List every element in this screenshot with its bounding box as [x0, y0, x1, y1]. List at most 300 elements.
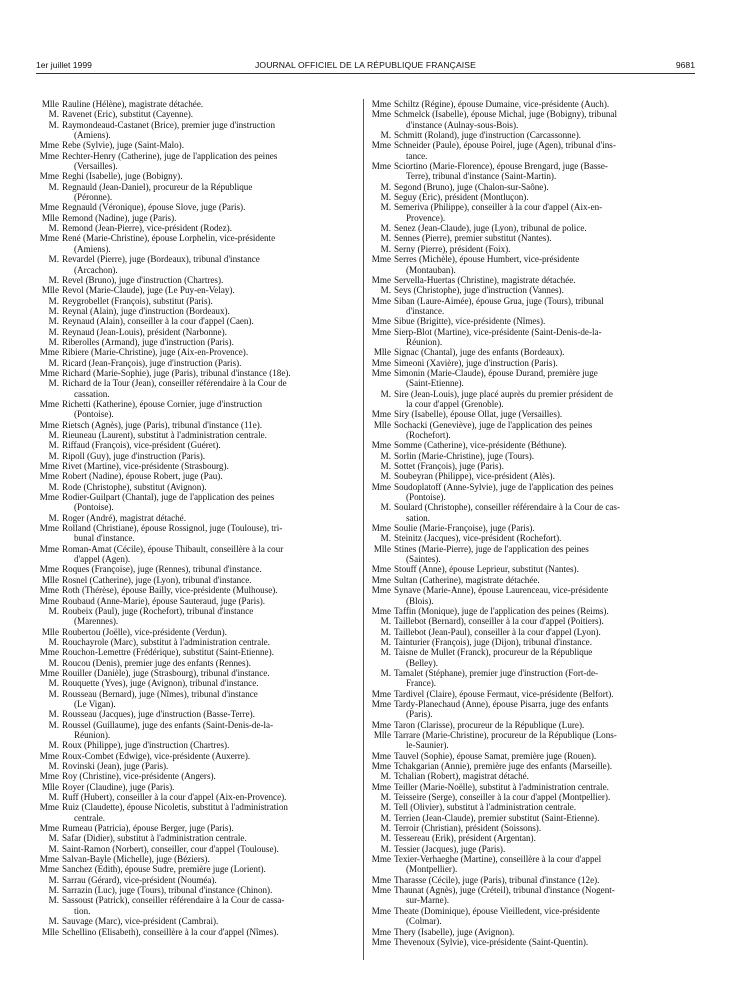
list-entry: [37, 585, 360, 595]
list-entry: [37, 109, 360, 119]
list-entry: [37, 823, 360, 833]
entry-line: Regnauld (Véronique), épouse Slove, juge (Paris).: [62, 202, 246, 213]
entry-title: M.: [380, 626, 391, 637]
entry-text: [394, 730, 692, 751]
entry-text: [62, 678, 360, 688]
list-entry: [369, 523, 692, 533]
entry-line: Sire (Jean-Louis), juge placé auprès du premier président de: [394, 388, 613, 399]
list-entry: [37, 678, 360, 688]
entry-text: [62, 430, 360, 440]
entry-line: Rouchon-Lemettre (Frédérique), substitut (Saint-Etienne).: [62, 647, 274, 658]
entry-text: [62, 575, 360, 585]
entry-text: [62, 202, 360, 212]
list-entry: [37, 306, 360, 316]
entry-title: M.: [48, 709, 59, 720]
entry-text: [62, 347, 360, 357]
entry-title: Mme: [39, 595, 59, 606]
entry-text: [394, 130, 692, 140]
list-entry: [37, 440, 360, 450]
entry-title: M.: [48, 833, 59, 844]
entry-line: Sauvage (Marc), vice-président (Cambrai).: [62, 916, 219, 927]
entry-title: M.: [48, 109, 59, 120]
list-entry: [37, 451, 360, 461]
entry-line: Rovinski (Jean), juge (Paris).: [62, 761, 169, 771]
list-entry: [37, 637, 360, 647]
list-entry: [369, 368, 692, 389]
entry-title: M.: [48, 688, 59, 699]
entry-text: [62, 564, 360, 574]
entry-line: Revel (Bruno), juge d'instruction (Chartres).: [62, 274, 224, 285]
list-entry: [37, 802, 360, 823]
list-entry: [37, 296, 360, 306]
entry-text: [394, 440, 692, 450]
entry-text: [62, 885, 360, 895]
entry-line: Richetti (Katherine), épouse Cornier, juge d'instruction: [62, 398, 263, 409]
entry-title: Mme: [371, 574, 391, 585]
entry-line: Tell (Olivier), substitut à l'administration centrale.: [394, 802, 577, 813]
entry-title: M.: [48, 430, 59, 440]
list-entry: [37, 213, 360, 223]
list-entry: [37, 689, 360, 710]
entry-continuation: France).: [406, 678, 437, 689]
entry-title: Mme: [39, 367, 59, 378]
entry-text: [62, 451, 360, 461]
list-entry: [369, 254, 692, 275]
entry-continuation: la cour d'appel (Grenoble).: [406, 398, 504, 409]
entry-text: [62, 233, 360, 254]
entry-text: [62, 254, 360, 275]
entry-line: Rousseau (Jacques), juge d'instruction (Basse-Terre).: [62, 709, 255, 720]
entry-title: Mme: [39, 461, 59, 472]
entry-continuation: tion.: [74, 905, 91, 916]
entry-title: Mme: [39, 140, 59, 151]
entry-text: [394, 689, 692, 699]
list-entry: [369, 854, 692, 875]
entry-line: Tauvel (Sophie), épouse Samat, première juge (Rouen).: [394, 750, 597, 761]
entry-line: Sochacki (Geneviève), juge de l'application des peines: [394, 419, 593, 430]
entry-text: [394, 771, 692, 781]
entry-title: M.: [380, 233, 391, 244]
entry-title: Mme: [371, 564, 391, 575]
entry-continuation: Provence).: [406, 212, 446, 223]
entry-title: Mme: [39, 802, 59, 813]
entry-line: Rietsch (Agnès), juge (Paris), tribunal d'instance (11e).: [62, 419, 263, 430]
entry-text: [62, 378, 360, 399]
entry-title: Mme: [39, 419, 59, 430]
entry-title: Mme: [39, 202, 59, 213]
list-entry: [37, 327, 360, 337]
entry-line: Reynal (Alain), juge d'instruction (Bordeaux).: [62, 305, 230, 316]
list-entry: [369, 544, 692, 565]
list-entry: [37, 885, 360, 895]
list-entry: [369, 782, 692, 792]
list-entry: [369, 202, 692, 223]
entry-text: [394, 296, 692, 317]
entry-title: Mme: [39, 471, 59, 482]
entry-line: Soudoplatoff (Anne-Sylvie), juge de l'application des peines: [394, 481, 614, 492]
entry-title: Mme: [371, 523, 391, 534]
entry-title: Mme: [371, 109, 391, 120]
entry-line: Servella-Huertas (Christine), magistrate détachée.: [394, 274, 576, 285]
entry-text: [62, 761, 360, 771]
entry-title: M.: [48, 843, 59, 854]
entry-title: Mme: [39, 750, 59, 761]
list-entry: [369, 109, 692, 130]
list-entry: [369, 627, 692, 637]
entry-text: [62, 895, 360, 916]
entry-line: Sciortino (Marie-Florence), épouse Brengard, juge (Basse-: [394, 161, 608, 172]
entry-line: Rouchayrole (Marc), substitut à l'administration centrale.: [62, 636, 270, 647]
entry-title: M.: [48, 357, 59, 368]
list-entry: [37, 513, 360, 523]
entry-line: Soulie (Marie-Françoise), juge (Paris).: [394, 523, 535, 534]
entry-line: Rodier-Guilpart (Chantal), juge de l'application des peines: [62, 492, 275, 503]
entry-title: M.: [380, 802, 391, 813]
list-entry: [369, 606, 692, 616]
list-entry: [37, 482, 360, 492]
entry-title: M.: [380, 667, 391, 678]
entry-line: Rechter-Henry (Catherine), juge de l'application des peines: [62, 150, 278, 161]
entry-title: M.: [48, 440, 59, 451]
entry-text: [62, 927, 360, 937]
entry-title: M.: [48, 874, 59, 885]
list-entry: [37, 254, 360, 275]
entry-line: Teisseire (Serge), conseiller à la cour d'appel (Montpellier).: [394, 792, 611, 803]
entry-text: [394, 358, 692, 368]
entry-continuation: (Colmar).: [406, 916, 442, 927]
entry-line: Revol (Marie-Claude), juge (Le Puy-en-Velay).: [62, 285, 235, 296]
entry-text: [394, 223, 692, 233]
list-entry: [369, 451, 692, 461]
entry-text: [62, 854, 360, 864]
entry-line: Stines (Marie-Pierre), juge de l'application des peines: [394, 543, 589, 554]
entry-title: M.: [380, 450, 391, 461]
entry-text: [62, 275, 360, 285]
entry-line: Remond (Jean-Pierre), vice-président (Rodez).: [62, 223, 232, 234]
entry-line: Signac (Chantal), juge des enfants (Bordeaux).: [394, 347, 565, 358]
entry-title: Mme: [371, 750, 391, 761]
entry-line: Ricard (Jean-François), juge d'instruction (Paris).: [62, 357, 242, 368]
entry-title: Mme: [371, 140, 391, 151]
list-entry: [37, 316, 360, 326]
entry-line: Taffin (Monique), juge de l'application des peines (Reims).: [394, 605, 609, 616]
list-entry: [369, 668, 692, 689]
entry-line: Sassoust (Patrick), conseiller référendaire à la Cour de cassa-: [62, 895, 285, 906]
entry-line: Texier-Verhaeghe (Martine), conseillère à la cour d'appel: [394, 854, 602, 865]
entry-text: [394, 606, 692, 616]
header-rule: [36, 73, 695, 74]
entry-line: Raymondeaud-Castanet (Brice), premier juge d'instruction: [62, 119, 276, 130]
entry-title: M.: [380, 202, 391, 213]
entry-title: Mme: [371, 254, 391, 265]
entry-text: [62, 802, 360, 823]
entry-continuation: centrale.: [74, 812, 106, 823]
entry-line: Roques (Françoise), juge (Rennes), tribunal d'instance.: [62, 564, 262, 575]
column-divider: [363, 99, 364, 960]
list-entry: [37, 337, 360, 347]
entry-continuation: Réunion).: [406, 336, 443, 347]
list-entry: [37, 606, 360, 627]
entry-continuation: (Saintes).: [406, 554, 441, 565]
list-entry: [37, 761, 360, 771]
list-entry: [37, 844, 360, 854]
list-entry: [37, 647, 360, 657]
entry-line: Schiltz (Régine), épouse Dumaine, vice-présidente (Auch).: [394, 99, 610, 109]
entry-text: [394, 564, 692, 574]
entry-line: Schellino (Elisabeth), conseillère à la cour d'appel (Nîmes).: [62, 926, 279, 937]
entry-text: [394, 792, 692, 802]
list-entry: [37, 523, 360, 544]
entry-line: Rode (Christophe), substitut (Avignon).: [62, 481, 207, 492]
entry-line: Safar (Didier), substitut à l'administration centrale.: [62, 833, 247, 844]
list-entry: [369, 844, 692, 854]
entry-title: Mme: [371, 440, 391, 451]
entry-title: Mlle: [373, 729, 391, 740]
entry-line: Schneider (Paule), épouse Poirel, juge (Agen), tribunal d'ins-: [394, 140, 616, 151]
entry-title: M.: [380, 636, 391, 647]
entry-line: Siban (Laure-Aimée), épouse Grua, juge (Tours), tribunal: [394, 295, 604, 306]
list-entry: [37, 233, 360, 254]
list-entry: [37, 471, 360, 481]
entry-continuation: sur-Marne).: [406, 895, 449, 906]
left-column: [37, 99, 360, 937]
entry-text: [62, 358, 360, 368]
entry-line: Riberolles (Armand), juge d'instruction (Paris).: [62, 336, 234, 347]
entry-title: M.: [380, 130, 391, 141]
entry-title: Mlle: [373, 347, 391, 358]
entry-line: Tainturier (François), juge (Dijon), tribunal d'instance.: [394, 636, 592, 647]
entry-text: [62, 316, 360, 326]
list-entry: [37, 627, 360, 637]
entry-continuation: (Amiens).: [74, 130, 111, 141]
entry-title: Mme: [39, 647, 59, 658]
entry-title: Mme: [39, 864, 59, 875]
entry-title: M.: [48, 895, 59, 906]
list-entry: [37, 347, 360, 357]
list-entry: [369, 471, 692, 481]
entry-line: Rumeau (Patricia), épouse Berger, juge (Paris).: [62, 823, 234, 834]
list-entry: [37, 854, 360, 864]
entry-title: M.: [48, 657, 59, 668]
entry-line: Rouquette (Yves), juge (Avignon), tribunal d'instance.: [62, 678, 259, 689]
entry-line: Reynaud (Alain), conseiller à la cour d'appel (Caen).: [62, 316, 254, 327]
entry-title: Mme: [39, 492, 59, 503]
entry-title: Mlle: [41, 626, 59, 637]
entry-line: Thaunat (Agnès), juge (Créteil), tribunal d'instance (Nogent-: [394, 885, 615, 896]
entry-line: Saint-Ramon (Norbert), conseiller, cour d'appel (Toulouse).: [62, 843, 279, 854]
entry-line: Sarrazin (Luc), juge (Tours), tribunal d'instance (Chinon).: [62, 885, 273, 896]
entry-line: Roux (Philippe), juge d'instruction (Chartres).: [62, 740, 230, 751]
entry-line: Sarrau (Gérard), vice-président (Nouméa).: [62, 874, 217, 885]
entry-title: Mme: [39, 823, 59, 834]
list-entry: [369, 420, 692, 441]
entry-title: Mme: [371, 926, 391, 937]
list-entry: [369, 564, 692, 574]
entry-text: [394, 192, 692, 202]
list-entry: [37, 461, 360, 471]
entry-title: M.: [380, 647, 391, 658]
list-entry: [369, 296, 692, 317]
entry-title: Mme: [39, 398, 59, 409]
entry-title: Mme: [39, 543, 59, 554]
entry-title: Mlle: [373, 543, 391, 554]
entry-line: Reghi (Isabelle), juge (Bobigny).: [62, 171, 183, 182]
entry-title: M.: [48, 305, 59, 316]
entry-line: Soulard (Christophe), conseiller référendaire à la Cour de cas-: [394, 502, 620, 513]
entry-title: M.: [380, 243, 391, 254]
entry-title: Mme: [371, 295, 391, 306]
list-entry: [369, 130, 692, 140]
entry-text: [62, 689, 360, 710]
entry-text: [62, 213, 360, 223]
entry-text: [62, 399, 360, 420]
entry-title: M.: [48, 378, 59, 389]
list-entry: [369, 699, 692, 720]
entry-text: [62, 223, 360, 233]
entry-title: M.: [48, 254, 59, 265]
entry-title: M.: [380, 461, 391, 472]
entry-text: [62, 864, 360, 874]
entry-text: [394, 316, 692, 326]
entry-line: Rauline (Hélène), magistrate détachée.: [62, 99, 204, 109]
entry-text: [62, 482, 360, 492]
entry-continuation: Réunion).: [74, 729, 111, 740]
list-entry: [369, 327, 692, 348]
list-entry: [37, 720, 360, 741]
entry-line: Taillebot (Bernard), conseiller à la cour d'appel (Poitiers).: [394, 616, 604, 627]
list-entry: [37, 202, 360, 212]
entry-text: [62, 658, 360, 668]
entry-title: M.: [48, 295, 59, 306]
entry-title: Mme: [371, 274, 391, 285]
entry-text: [62, 792, 360, 802]
entry-text: [62, 440, 360, 450]
entry-line: Soubeyran (Philippe), vice-président (Alès).: [394, 471, 555, 482]
entry-text: [394, 244, 692, 254]
entry-text: [394, 482, 692, 503]
entry-text: [394, 182, 692, 192]
entry-line: Simonin (Marie-Claude), épouse Durand, première juge: [394, 367, 598, 378]
entry-line: Thery (Isabelle), juge (Avignon).: [394, 926, 515, 937]
entry-title: M.: [48, 740, 59, 751]
entry-text: [394, 327, 692, 348]
entry-line: Ripoll (Guy), juge d'instruction (Paris).: [62, 450, 206, 461]
entry-continuation: (Blois).: [406, 595, 434, 606]
list-entry: [37, 895, 360, 916]
list-entry: [37, 875, 360, 885]
entry-text: [394, 782, 692, 792]
entry-line: Rouiller (Danièle), juge (Strasbourg), tribunal d'instance.: [62, 667, 270, 678]
entry-text: [62, 523, 360, 544]
header-title: JOURNAL OFFICIEL DE LA RÉPUBLIQUE FRANÇAISE: [255, 60, 476, 70]
list-entry: [37, 740, 360, 750]
entry-line: Taisne de Mullet (Franck), procureur de la République: [394, 647, 593, 658]
entry-text: [62, 337, 360, 347]
entry-line: Salvan-Bayle (Michelle), juge (Béziers).: [62, 854, 210, 865]
entry-text: [394, 523, 692, 533]
entry-text: [394, 875, 692, 885]
list-entry: [37, 430, 360, 440]
entry-text: [394, 906, 692, 927]
entry-text: [394, 140, 692, 161]
entry-text: [62, 296, 360, 306]
entry-line: Roucou (Denis), premier juge des enfants (Rennes).: [62, 657, 251, 668]
entry-line: Tharasse (Cécile), juge (Paris), tribunal d'instance (12e).: [394, 874, 600, 885]
entry-line: Rebe (Sylvie), juge (Saint-Malo).: [62, 140, 184, 151]
list-entry: [369, 316, 692, 326]
entry-line: Roussel (Guillaume), juge des enfants (Saint-Denis-de-la-: [62, 719, 274, 730]
entry-title: Mme: [371, 854, 391, 865]
entry-text: [394, 751, 692, 761]
entry-title: M.: [380, 823, 391, 834]
entry-line: Roubertou (Joëlle), vice-présidente (Verdun).: [62, 626, 227, 637]
list-entry: [369, 689, 692, 699]
list-entry: [369, 761, 692, 771]
list-entry: [37, 140, 360, 150]
entry-text: [394, 585, 692, 606]
entry-title: M.: [48, 181, 59, 192]
entry-title: M.: [380, 192, 391, 203]
entry-continuation: (Pontoise).: [406, 492, 446, 503]
right-column: [369, 99, 692, 947]
entry-continuation: (Versailles).: [74, 161, 118, 172]
entry-continuation: (Arcachon).: [74, 264, 118, 275]
entry-line: Synave (Marie-Anne), épouse Laurenceau, vice-présidente: [394, 585, 609, 596]
list-entry: [37, 596, 360, 606]
entry-text: [62, 171, 360, 181]
entry-title: M.: [48, 316, 59, 327]
entry-title: Mme: [39, 667, 59, 678]
entry-text: [62, 285, 360, 295]
entry-line: Sierp-Blot (Martine), vice-présidente (Saint-Denis-de-la-: [394, 326, 602, 337]
entry-line: Schmitt (Roland), juge d'instruction (Carcassonne).: [394, 130, 582, 141]
entry-line: Sottet (François), juge (Paris).: [394, 461, 504, 472]
entry-text: [62, 782, 360, 792]
entry-title: M.: [380, 285, 391, 296]
entry-line: Sennes (Pierre), premier substitut (Nantes).: [394, 233, 552, 244]
list-entry: [369, 285, 692, 295]
entry-line: Simeoni (Xavière), juge d'instruction (Paris).: [394, 357, 558, 368]
entry-text: [394, 285, 692, 295]
entry-continuation: (Le Vigan).: [74, 698, 116, 709]
entry-text: [62, 109, 360, 119]
entry-title: Mme: [39, 523, 59, 534]
entry-line: Royer (Claudine), juge (Paris).: [62, 781, 175, 792]
entry-title: Mme: [39, 854, 59, 865]
entry-text: [394, 254, 692, 275]
entry-title: Mme: [371, 316, 391, 327]
entry-text: [62, 492, 360, 513]
entry-text: [62, 916, 360, 926]
list-entry: [369, 616, 692, 626]
entry-text: [62, 668, 360, 678]
entry-line: Steinitz (Jacques), vice-président (Rochefort).: [394, 533, 562, 544]
entry-title: Mme: [371, 99, 391, 109]
entry-title: M.: [48, 792, 59, 803]
entry-text: [394, 885, 692, 906]
entry-line: Roman-Amat (Cécile), épouse Thibault, conseillère à la cour: [62, 543, 284, 554]
entry-line: Sorlin (Marie-Christine), juge (Tours).: [394, 450, 535, 461]
entry-continuation: cassation.: [74, 388, 110, 399]
entry-title: M.: [380, 533, 391, 544]
entry-text: [394, 389, 692, 410]
list-entry: [369, 409, 692, 419]
entry-text: [62, 368, 360, 378]
entry-line: Sultan (Catherine), magistrate détachée.: [394, 574, 540, 585]
list-entry: [37, 275, 360, 285]
entry-title: M.: [380, 616, 391, 627]
entry-title: Mme: [371, 357, 391, 368]
